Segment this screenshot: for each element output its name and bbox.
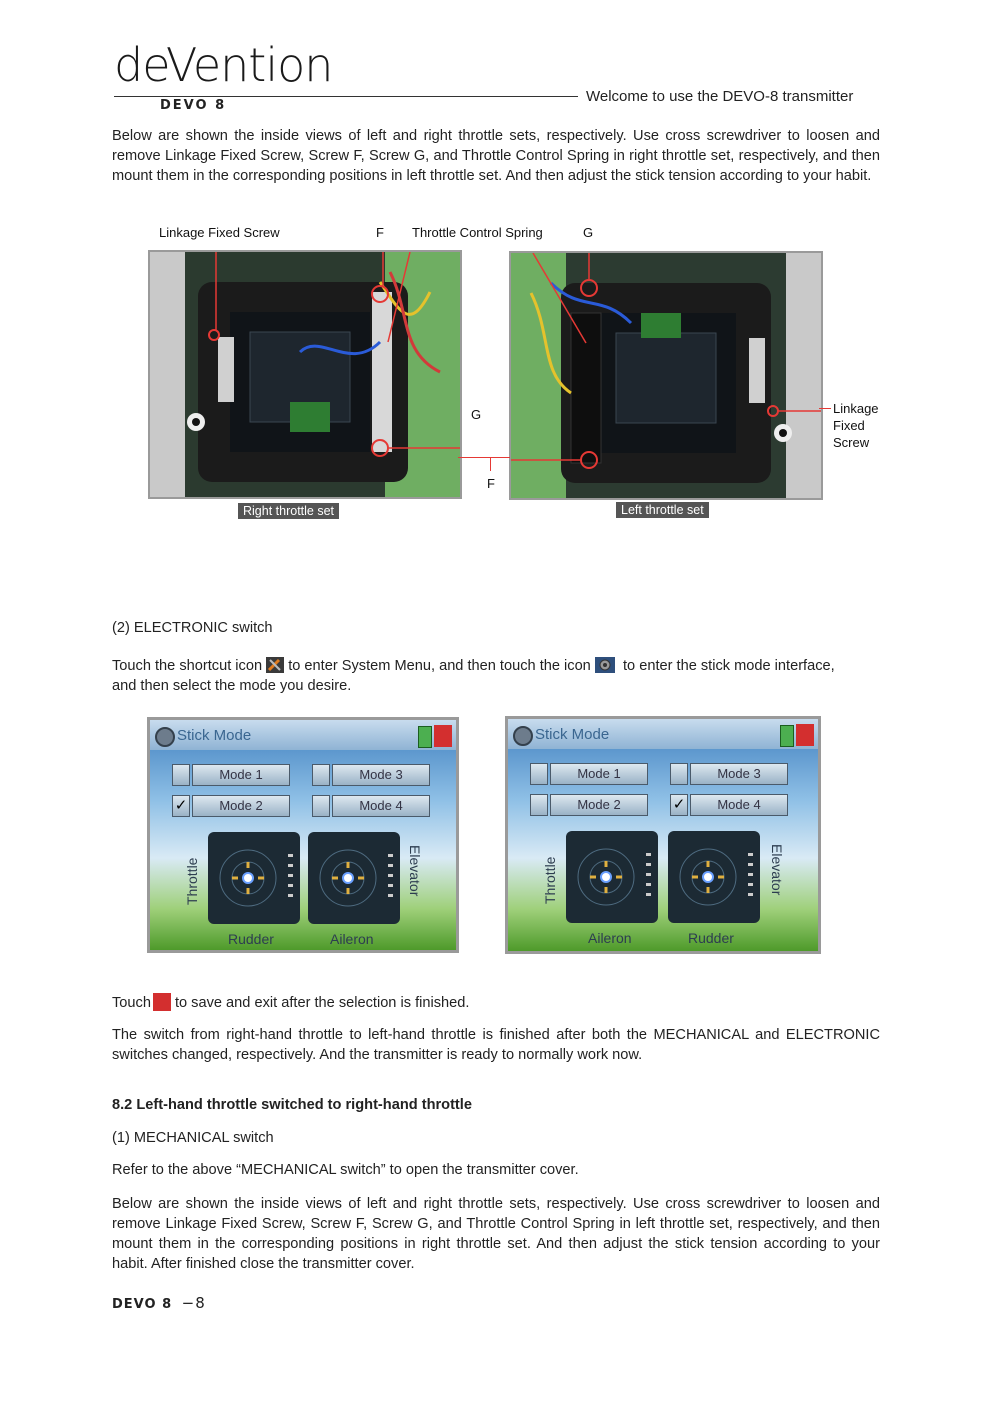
footer-page: −8 <box>181 1294 206 1312</box>
axis-bottom-left: Aileron <box>588 930 632 946</box>
system-menu-icon <box>266 657 284 673</box>
brand-logo: deVention <box>114 38 333 92</box>
mode-2-button[interactable]: Mode 2 <box>550 794 648 816</box>
connector-line <box>458 457 510 458</box>
mechanical-paragraph: Refer to the above “MECHANICAL switch” to open the transmitter cover. <box>112 1162 579 1178</box>
touch-text-2: to save and exit after the selection is finished. <box>174 995 470 1011</box>
label-screw: Screw <box>833 435 870 450</box>
left-throttle-photo <box>509 251 823 500</box>
model-name: DEVO 8 <box>160 98 227 113</box>
right-throttle-illustration <box>150 252 460 497</box>
electronic-paragraph <box>112 656 882 696</box>
stick-mode-icon <box>595 657 615 673</box>
mode-1-button[interactable]: Mode 1 <box>192 764 290 786</box>
axis-throttle: Throttle <box>542 856 558 904</box>
axis-elevator: Elevator <box>769 844 785 896</box>
stick-mode-screen-2 <box>505 716 821 954</box>
axis-bottom-right: Aileron <box>330 931 374 947</box>
mode-2-checkbox[interactable]: ✓ <box>172 795 190 817</box>
screen-2-title: Stick Mode <box>535 726 610 743</box>
axis-elevator: Elevator <box>407 845 423 897</box>
label-f-top: F <box>376 225 384 240</box>
save-exit-icon <box>153 993 171 1011</box>
footer <box>112 1294 206 1312</box>
axis-bottom-left: Rudder <box>228 931 274 947</box>
mode-3-checkbox[interactable] <box>670 763 688 785</box>
header-rule <box>114 96 578 97</box>
battery-icon <box>780 725 794 747</box>
mode-3-button[interactable]: Mode 3 <box>690 763 788 785</box>
label-fixed: Fixed <box>833 418 865 433</box>
electronic-text-2: to enter System Menu, and then touch the icon <box>288 658 591 674</box>
mode-4-checkbox[interactable] <box>312 795 330 817</box>
mode-1-checkbox[interactable] <box>530 763 548 785</box>
battery-icon <box>418 726 432 748</box>
left-throttle-illustration <box>511 253 821 498</box>
exit-icon[interactable] <box>796 724 814 746</box>
caption-left-throttle: Left throttle set <box>616 502 709 518</box>
label-g-mid: G <box>471 407 482 422</box>
section-heading: 8.2 Left-hand throttle switched to right-hand throttle <box>112 1097 472 1113</box>
mode-4-button[interactable]: Mode 4 <box>332 795 430 817</box>
gear-icon <box>513 726 533 746</box>
mode-2-checkbox[interactable] <box>530 794 548 816</box>
mode-1-checkbox[interactable] <box>172 764 190 786</box>
right-gimbal <box>308 832 400 924</box>
exit-icon[interactable] <box>434 725 452 747</box>
mode-4-button[interactable]: Mode 4 <box>690 794 788 816</box>
label-linkage: Linkage <box>833 401 879 416</box>
label-linkage-fixed-screw: Linkage Fixed Screw <box>159 225 280 240</box>
axis-throttle: Throttle <box>184 857 200 905</box>
mode-3-button[interactable]: Mode 3 <box>332 764 430 786</box>
stick-mode-screen-1 <box>147 717 459 953</box>
label-f-bottom: F <box>487 476 495 491</box>
electronic-text-3: to enter the stick mode interface, <box>622 658 835 674</box>
mode-1-button[interactable]: Mode 1 <box>550 763 648 785</box>
axis-bottom-right: Rudder <box>688 930 734 946</box>
right-throttle-photo <box>148 250 462 499</box>
electronic-text-1: Touch the shortcut icon <box>112 658 263 674</box>
left-gimbal <box>566 831 658 923</box>
connector-line <box>819 408 831 409</box>
screen-1-title: Stick Mode <box>177 727 252 744</box>
gear-icon <box>155 727 175 747</box>
final-paragraph: Below are shown the inside views of left and right throttle sets, respectively. Use cross screwdriver to loosen and remove Linkage Fixed Screw, Screw F, Screw G, and Throttle Control Spring in left throttle set, respectively, and then mount them in the corresponding positions in right throttle set. And then adjust the stick tension according to your habit. After finished close the transmitter cover. <box>112 1196 880 1272</box>
footer-model: DEVO 8 <box>112 1297 173 1312</box>
mode-2-button[interactable]: Mode 2 <box>192 795 290 817</box>
touch-save-line <box>112 993 469 1011</box>
mode-4-checkbox[interactable]: ✓ <box>670 794 688 816</box>
label-g-top: G <box>583 225 594 240</box>
electronic-heading: (2) ELECTRONIC switch <box>112 620 273 636</box>
connector-line <box>490 457 491 471</box>
intro-paragraph: Below are shown the inside views of left and right throttle sets, respectively. Use cross screwdriver to loosen and remove Linkage Fixed Screw, Screw F, Screw G, and Throttle Control Spring in right throttle set, respectively, and then mount them in the corresponding positions in left throttle set. And then adjust the stick tension according to your habit. <box>112 128 880 184</box>
touch-text-1: Touch <box>112 995 151 1011</box>
electronic-text-4: and then select the mode you desire. <box>112 678 352 694</box>
mode-3-checkbox[interactable] <box>312 764 330 786</box>
left-gimbal <box>208 832 300 924</box>
label-throttle-control-spring: Throttle Control Spring <box>412 225 543 240</box>
switch-paragraph: The switch from right-hand throttle to left-hand throttle is finished after both the MECHANICAL and ELECTRONIC switches changed, respectively. And the transmitter is ready to normally work now. <box>112 1027 880 1063</box>
mechanical-heading: (1) MECHANICAL switch <box>112 1130 274 1146</box>
right-gimbal <box>668 831 760 923</box>
header-welcome: Welcome to use the DEVO-8 transmitter <box>586 88 854 105</box>
caption-right-throttle: Right throttle set <box>238 503 339 519</box>
